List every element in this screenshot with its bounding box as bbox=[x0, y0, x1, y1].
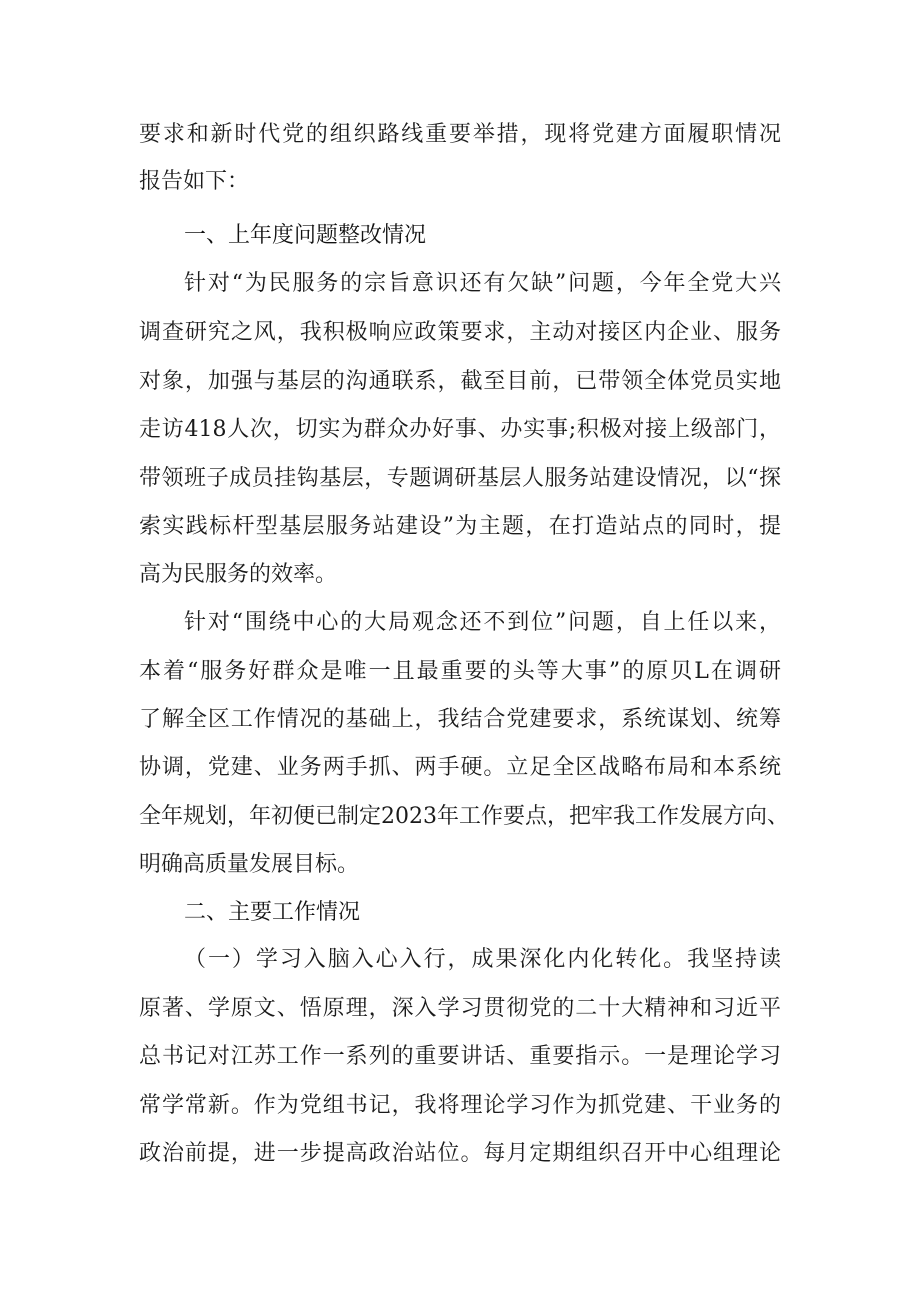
s1-p1-line-4: 走访418人次，切实为群众办好事、办实事;积极对接上级部门， bbox=[139, 417, 781, 442]
s1-p1-line-2: 调查研究之风，我积极响应政策要求，主动对接区内企业、服务 bbox=[139, 320, 781, 345]
s1-p1-line-1: 针对“为民服务的宗旨意识还有欠缺”问题，今年全党大兴 bbox=[184, 271, 781, 296]
s1-p2-line-3: 了解全区工作情况的基础上，我结合党建要求，系统谋划、统筹 bbox=[139, 707, 781, 732]
s1-p2-line-1: 针对“围绕中心的大局观念还不到位”问题，自上任以来， bbox=[184, 610, 781, 635]
s2-p1-line-2: 原著、学原文、悟原理，深入学习贯彻党的二十大精神和习近平 bbox=[139, 996, 781, 1021]
s2-p1-line-3: 总书记对江苏工作一系列的重要讲话、重要指示。一是理论学习 bbox=[139, 1044, 781, 1069]
s1-p1-line-7: 高为民服务的效率。 bbox=[139, 562, 338, 587]
s2-p1-line-1: （一）学习入脑入心入行，成果深化内化转化。我坚持读 bbox=[184, 947, 781, 972]
s1-p2-line-2: 本着“服务好群众是唯一且最重要的头等大事”的原贝L在调研 bbox=[139, 659, 781, 684]
s1-p2-line-4: 协调，党建、业务两手抓、两手硬。立足全区战略布局和本系统 bbox=[139, 755, 781, 780]
intro-line-1: 要求和新时代党的组织路线重要举措，现将党建方面履职情况 bbox=[139, 122, 781, 147]
section-1-heading: 一、上年度问题整改情况 bbox=[184, 223, 427, 248]
s1-p2-line-6: 明确高质量发展目标。 bbox=[139, 852, 360, 877]
s1-p1-line-6: 索实践标杆型基层服务站建设”为主题，在打造站点的同时，提 bbox=[139, 514, 781, 539]
s2-p1-line-4: 常学常新。作为党组书记，我将理论学习作为抓党建、干业务的 bbox=[139, 1093, 781, 1118]
s1-p1-line-5: 带领班子成员挂钩基层，专题调研基层人服务站建设情况，以“探 bbox=[139, 466, 781, 491]
s1-p2-line-5: 全年规划，年初便已制定2023年工作要点，把牢我工作发展方向、 bbox=[139, 804, 789, 829]
section-2-heading: 二、主要工作情况 bbox=[184, 900, 361, 925]
s1-p1-line-3: 对象，加强与基层的沟通联系，截至目前，已带领全体党员实地 bbox=[139, 369, 781, 394]
intro-line-2: 报告如下： bbox=[139, 169, 250, 194]
s2-p1-line-5: 政治前提，进一步提高政治站位。每月定期组织召开中心组理论 bbox=[139, 1141, 781, 1166]
